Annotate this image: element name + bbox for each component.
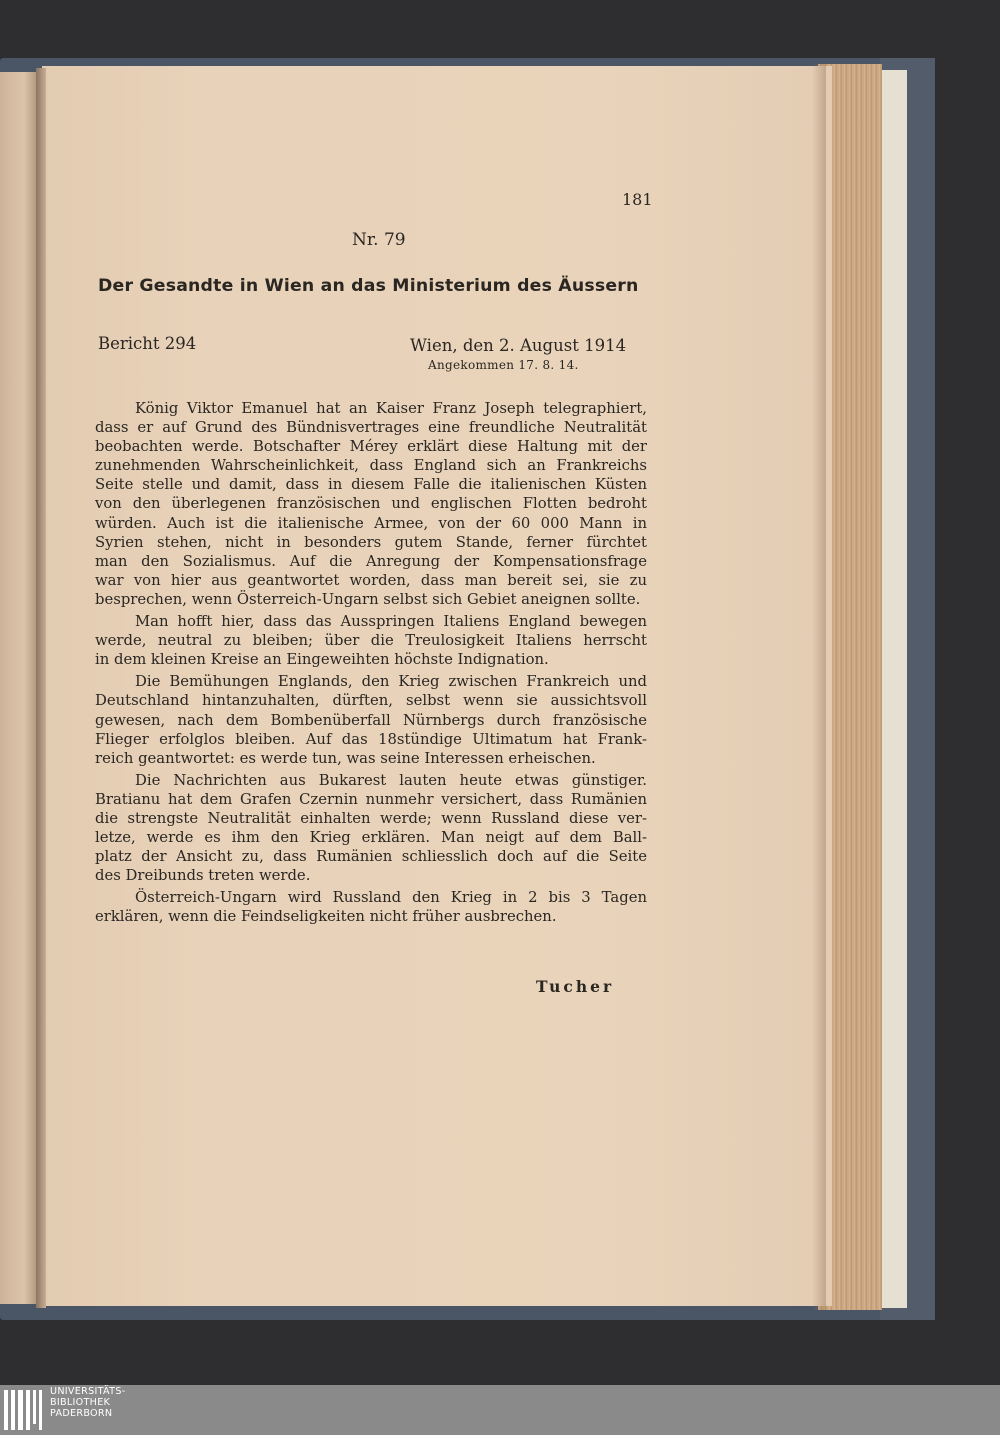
- text-line: letze, werde es ihm den Krieg erklären. Man neigt auf dem Ball-: [95, 829, 647, 847]
- text-line: besprechen, wenn Österreich-Ungarn selbst sich Gebiet aneignen sollte.: [95, 590, 641, 608]
- paragraph: [95, 612, 647, 669]
- left-page-edge: [0, 72, 40, 1304]
- text-line: zunehmenden Wahrscheinlichkeit, dass England sich an Frankreichs: [95, 457, 647, 475]
- paragraph: [95, 888, 647, 926]
- logo-line: UNIVERSITÄTS-: [50, 1386, 126, 1397]
- text-line: Die Nachrichten aus Bukarest lauten heute etwas günstiger.: [135, 771, 647, 789]
- text-line: in dem kleinen Kreise an Eingeweihten höchste Indignation.: [95, 651, 549, 669]
- text-line: beobachten werde. Botschafter Mérey erklärt diese Haltung mit der: [95, 438, 647, 456]
- logo-line: BIBLIOTHEK: [50, 1397, 111, 1409]
- paragraph: [95, 771, 647, 886]
- text-line: werde, neutral zu bleiben; über die Treulosigkeit Italiens herrscht: [95, 632, 647, 650]
- text-line: die strengste Neutralität einhalten werde; wenn Russland diese ver-: [95, 809, 647, 827]
- place-date: Wien, den 2. August 1914: [410, 336, 627, 355]
- logo-line: PADERBORN: [50, 1408, 113, 1420]
- text-line: Bratianu hat dem Grafen Czernin nunmehr versichert, dass Rumänien: [95, 790, 647, 808]
- text-line: des Dreibunds treten werde.: [95, 867, 311, 885]
- received-date: Angekommen 17. 8. 14.: [428, 358, 579, 372]
- text-line: Flieger erfolglos bleiben. Auf das 18stündige Ultimatum hat Frank-: [95, 730, 647, 748]
- text-line: Man hofft hier, dass das Ausspringen Italiens England bewegen: [135, 613, 647, 631]
- signature: Tucher: [536, 977, 615, 996]
- text-line: gewesen, nach dem Bombenüberfall Nürnbergs durch französische: [95, 711, 647, 729]
- text-line: reich geantwortet: es werde tun, was seine Interessen erheischen.: [95, 749, 596, 767]
- text-line: erklären, wenn die Feindseligkeiten nicht früher ausbrechen.: [95, 908, 557, 926]
- text-line: war von hier aus geantwortet worden, dass man bereit sei, sie zu: [95, 571, 647, 589]
- document-title: Der Gesandte in Wien an das Ministerium des Äussern: [98, 276, 639, 296]
- text-line: dass er auf Grund des Bündnisvertrages eine freundliche Neutralität: [95, 419, 647, 437]
- footer-bar: [0, 1385, 1000, 1435]
- text-line: Die Bemühungen Englands, den Krieg zwischen Frankreich und: [135, 673, 647, 691]
- text-line: platz der Ansicht zu, dass Rumänien schliesslich doch auf die Seite: [95, 848, 647, 866]
- library-logo-text: [50, 1386, 125, 1420]
- page-number: 181: [622, 190, 653, 209]
- paragraph: [95, 672, 647, 767]
- text-line: Syrien stehen, nicht in besonders gutem Stande, ferner fürchtet: [95, 533, 647, 551]
- paragraph: [95, 399, 647, 609]
- book-gutter: [36, 68, 46, 1308]
- body-text: [95, 399, 647, 930]
- text-line: würden. Auch ist die italienische Armee, von der 60 000 Mann in: [95, 514, 647, 532]
- text-line: Seite stelle und damit, dass in diesem Falle die italienischen Küsten: [95, 476, 647, 494]
- text-line: man den Sozialismus. Auf die Anregung der Kompensationsfrage: [95, 552, 647, 570]
- page-edge-shadow: [812, 64, 826, 1310]
- text-line: Österreich-Ungarn wird Russland den Krieg in 2 bis 3 Tagen: [135, 889, 647, 907]
- text-line: von den überlegenen französischen und englischen Flotten bedroht: [95, 495, 647, 513]
- report-label: Bericht 294: [98, 334, 197, 353]
- text-line: Deutschland hintanzuhalten, dürften, selbst wenn sie aussichtsvoll: [95, 692, 647, 710]
- text-line: König Viktor Emanuel hat an Kaiser Franz Joseph telegraphiert,: [135, 400, 647, 417]
- document-number: Nr. 79: [352, 230, 406, 250]
